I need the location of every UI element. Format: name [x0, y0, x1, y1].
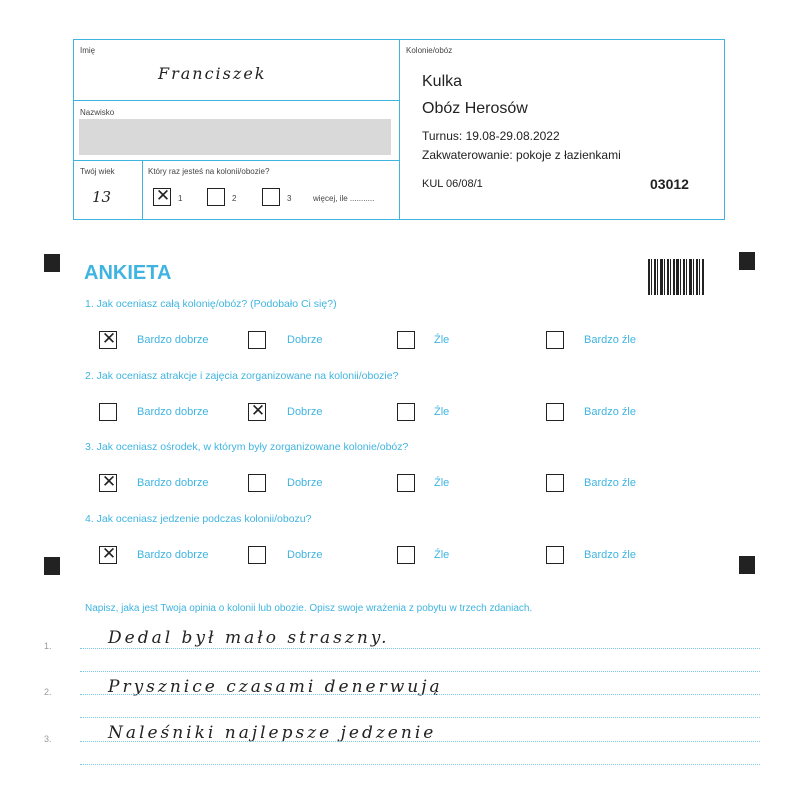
question-4-option-label: Dobrze — [287, 549, 323, 561]
barcode-icon — [648, 259, 704, 295]
question-1-option-label: Dobrze — [287, 334, 323, 346]
turnus: Turnus: 19.08-29.08.2022 — [422, 129, 560, 143]
opinion-line-number-2: 2. — [44, 687, 52, 697]
times-option-2: 2 — [232, 194, 237, 203]
opinion-line-number-3: 3. — [44, 734, 52, 744]
opinion-sentence-2[interactable]: Prysznice czasami denerwują — [108, 677, 443, 697]
question-1-option-label: Bardzo źle — [584, 334, 636, 346]
question-3-checkbox-1[interactable] — [99, 474, 117, 492]
opinion-line-3 — [80, 741, 760, 742]
times-checkbox-1[interactable] — [153, 188, 171, 206]
registration-mark-top-left — [44, 254, 60, 272]
times-more: więcej, ile ........... — [313, 194, 375, 203]
times-option-1: 1 — [178, 194, 183, 203]
opinion-sentence-3[interactable]: Naleśniki najlepsze jedzenie — [108, 723, 437, 743]
survey-title: ANKIETA — [84, 262, 172, 284]
question-2-checkbox-3[interactable] — [397, 403, 415, 421]
name-row-divider — [73, 100, 400, 101]
times-checkbox-2[interactable] — [207, 188, 225, 206]
camp-subname: Obóz Herosów — [422, 100, 528, 117]
opinion-prompt: Napisz, jaka jest Twoja opinia o kolonii lub obozie. Opisz swoje wrażenia z pobytu w trzech zdaniach. — [85, 603, 533, 614]
question-1-checkbox-2[interactable] — [248, 331, 266, 349]
question-2-option-label: Dobrze — [287, 406, 323, 418]
camp-code: KUL 06/08/1 — [422, 178, 483, 190]
check-mark-icon: ✕ — [101, 472, 117, 492]
accommodation: Zakwaterowanie: pokoje z łazienkami — [422, 148, 621, 162]
question-2-checkbox-2[interactable] — [248, 403, 266, 421]
question-3-option-label: Źle — [434, 477, 450, 489]
camp-name: Kulka — [422, 73, 463, 90]
question-4-option-label: Bardzo dobrze — [137, 549, 209, 561]
form-number: 03012 — [650, 176, 689, 192]
question-2-text: 2. Jak oceniasz atrakcje i zajęcia zorganizowane na kolonii/obozie? — [85, 370, 399, 382]
question-3-checkbox-4[interactable] — [546, 474, 564, 492]
times-label: Który raz jesteś na kolonii/obozie? — [148, 167, 270, 176]
check-mark-icon: ✕ — [250, 401, 266, 421]
question-1-checkbox-1[interactable] — [99, 331, 117, 349]
surname-label: Nazwisko — [80, 108, 115, 117]
question-4-checkbox-2[interactable] — [248, 546, 266, 564]
question-1-checkbox-3[interactable] — [397, 331, 415, 349]
opinion-line-1b — [80, 671, 760, 672]
opinion-sentence-1[interactable]: Dedal był mało straszny. — [108, 628, 390, 648]
question-2-option-label: Bardzo dobrze — [137, 406, 209, 418]
question-3-option-label: Bardzo źle — [584, 477, 636, 489]
opinion-line-2 — [80, 694, 760, 695]
question-4-checkbox-3[interactable] — [397, 546, 415, 564]
question-1-text: 1. Jak oceniasz całą kolonię/obóz? (Podobało Ci się?) — [85, 298, 337, 310]
opinion-line-1 — [80, 648, 760, 649]
opinion-line-number-1: 1. — [44, 641, 52, 651]
question-1-option-label: Źle — [434, 334, 450, 346]
question-4-checkbox-1[interactable] — [99, 546, 117, 564]
times-checkbox-3[interactable] — [262, 188, 280, 206]
question-3-checkbox-3[interactable] — [397, 474, 415, 492]
question-4-text: 4. Jak oceniasz jedzenie podczas kolonii/obozu? — [85, 513, 312, 525]
times-option-3: 3 — [287, 194, 292, 203]
question-2-checkbox-1[interactable] — [99, 403, 117, 421]
question-2-option-label: Źle — [434, 406, 450, 418]
age-divider — [142, 160, 143, 220]
question-3-text: 3. Jak oceniasz ośrodek, w którym były zorganizowane kolonie/obóz? — [85, 441, 409, 453]
registration-mark-bottom-left — [44, 557, 60, 575]
camp-label: Kolonie/obóz — [406, 46, 453, 55]
question-3-option-label: Bardzo dobrze — [137, 477, 209, 489]
question-3-option-label: Dobrze — [287, 477, 323, 489]
question-1-checkbox-4[interactable] — [546, 331, 564, 349]
surname-row-divider — [73, 160, 400, 161]
question-4-option-label: Źle — [434, 549, 450, 561]
header-divider — [399, 39, 400, 220]
question-2-checkbox-4[interactable] — [546, 403, 564, 421]
question-1-option-label: Bardzo dobrze — [137, 334, 209, 346]
question-3-checkbox-2[interactable] — [248, 474, 266, 492]
registration-mark-top-right — [739, 252, 755, 270]
question-2-option-label: Bardzo źle — [584, 406, 636, 418]
opinion-line-2b — [80, 717, 760, 718]
name-value[interactable]: Franciszek — [158, 64, 267, 83]
opinion-line-3b — [80, 764, 760, 765]
age-value[interactable]: 13 — [92, 188, 112, 206]
check-mark-icon: ✕ — [101, 329, 117, 349]
name-label: Imię — [80, 46, 96, 55]
registration-mark-bottom-right — [739, 556, 755, 574]
age-label: Twój wiek — [80, 167, 115, 176]
check-mark-icon: ✕ — [155, 186, 171, 206]
question-4-checkbox-4[interactable] — [546, 546, 564, 564]
surname-redaction — [79, 119, 391, 155]
question-4-option-label: Bardzo źle — [584, 549, 636, 561]
check-mark-icon: ✕ — [101, 544, 117, 564]
